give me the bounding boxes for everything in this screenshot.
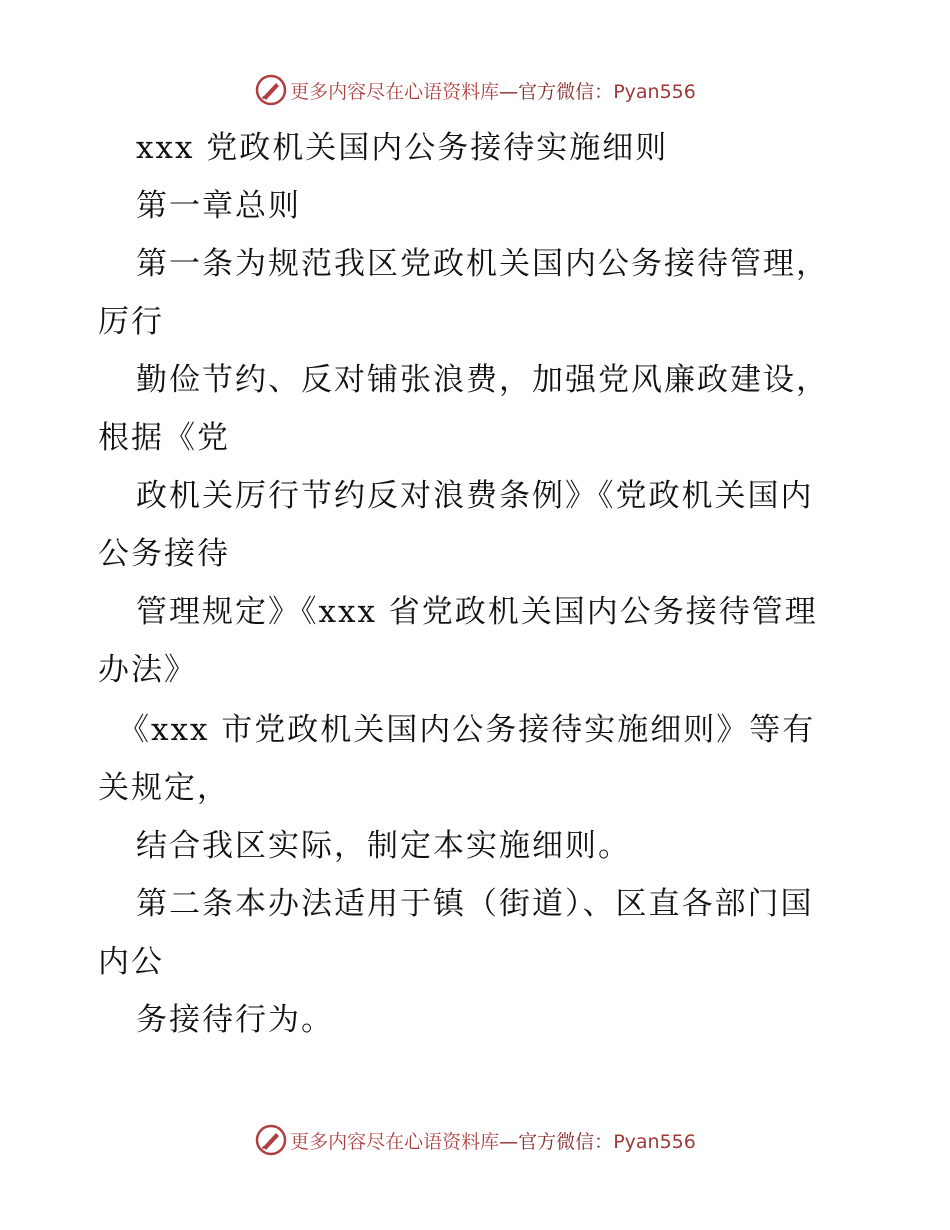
- doc-title: xxx 党政机关国内公务接待实施细则: [136, 130, 669, 166]
- doc-line: 内公: [98, 944, 164, 980]
- doc-line: 政机关厉行节约反对浪费条例》《党政机关国内: [136, 478, 814, 514]
- doc-line: 第一章总则: [136, 188, 301, 224]
- doc-line: 公务接待: [98, 536, 230, 572]
- doc-line: 务接待行为。: [136, 1002, 334, 1038]
- banner-text-brand: 更多内容尽在心语资料库: [290, 1130, 500, 1153]
- banner-text-id: Pyan556: [613, 1130, 696, 1153]
- doc-line: 厉行: [98, 304, 164, 340]
- footer-banner: [0, 1120, 950, 1160]
- banner-text-wechat: —官方微信：: [499, 80, 614, 103]
- banner-text-id: Pyan556: [613, 80, 696, 103]
- pen-logo-icon: [254, 73, 288, 107]
- doc-line: 第二条本办法适用于镇（街道）、区直各部门国: [136, 886, 814, 922]
- doc-line: 结合我区实际，制定本实施细则。: [136, 828, 631, 864]
- banner-text: [290, 1127, 696, 1154]
- banner-text-wechat: —官方微信：: [499, 1130, 614, 1153]
- header-banner: [0, 70, 950, 110]
- doc-line: 《xxx 市党政机关国内公务接待实施细则》等有: [118, 712, 816, 748]
- doc-line: 勤俭节约、反对铺张浪费，加强党风廉政建设，: [136, 362, 829, 398]
- banner-text: [290, 77, 696, 104]
- doc-line: 关规定，: [98, 770, 230, 806]
- doc-line: 根据《党: [98, 420, 230, 456]
- doc-line: 第一条为规范我区党政机关国内公务接待管理，: [136, 246, 829, 282]
- doc-line: 办法》: [98, 652, 197, 688]
- pen-logo-icon: [254, 1123, 288, 1157]
- doc-line: 管理规定》《xxx 省党政机关国内公务接待管理: [136, 594, 818, 630]
- banner-text-brand: 更多内容尽在心语资料库: [290, 80, 500, 103]
